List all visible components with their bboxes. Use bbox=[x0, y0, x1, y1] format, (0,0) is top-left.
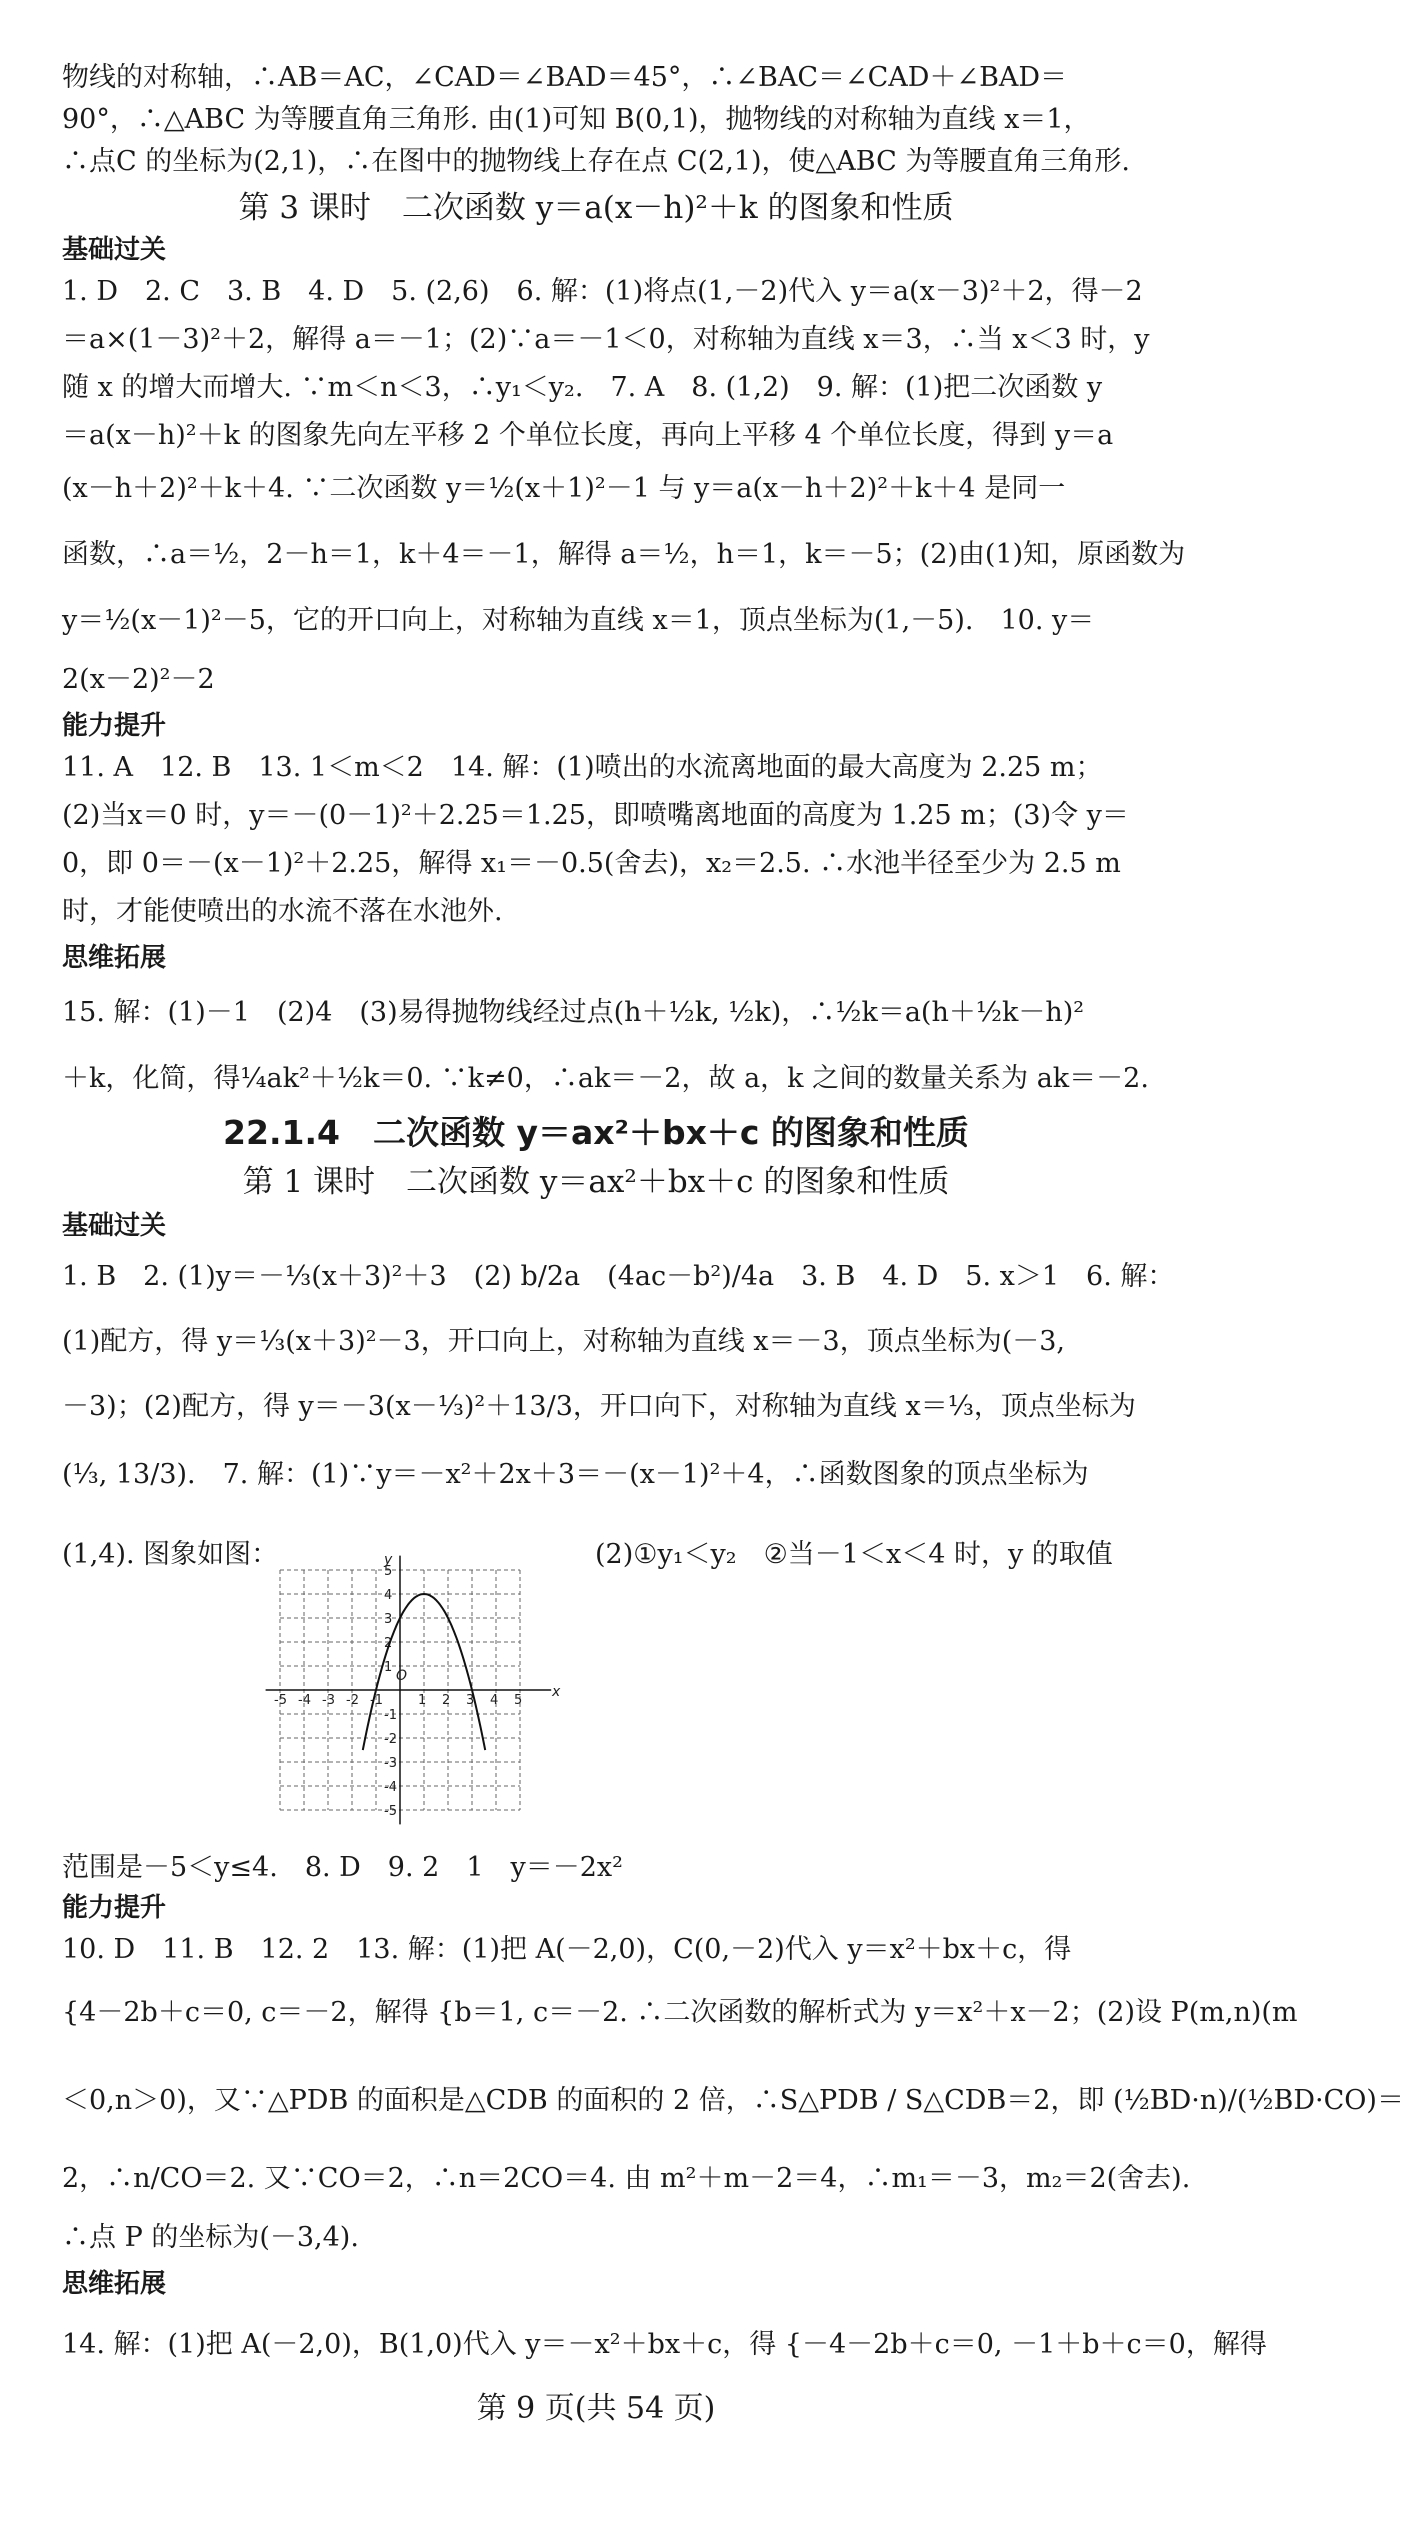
section-label-basic: 基础过关 bbox=[62, 1211, 167, 1241]
text-line: 14. 解：(1)把 A(－2,0)，B(1,0)代入 y＝－x²＋bx＋c，得 {－4－2b＋c＝0, －1＋b＋c＝0，解得 bbox=[62, 2329, 1267, 2360]
y-tick-label: 1 bbox=[384, 1660, 393, 1675]
x-tick-label: -3 bbox=[322, 1693, 335, 1708]
text-line: 11. A 12. B 13. 1＜m＜2 14. 解：(1)喷出的水流离地面的最大高度为 2.25 m； bbox=[62, 752, 1103, 783]
x-tick-label: -2 bbox=[346, 1693, 359, 1708]
text-line: 范围是－5＜y≤4. 8. D 9. 2 1 y＝－2x² bbox=[62, 1852, 623, 1883]
text-line: 90°，∴△ABC 为等腰直角三角形. 由(1)可知 B(0,1)，抛物线的对称轴为直线 x＝1， bbox=[62, 104, 1091, 135]
page-footer: 第 9 页(共 54 页) bbox=[476, 2391, 716, 2426]
text-line: (⅓, 13/3). 7. 解：(1)∵y＝－x²＋2x＋3＝－(x－1)²＋4，∴函数图象的顶点坐标为 bbox=[62, 1459, 1089, 1490]
text-line: 15. 解：(1)－1 (2)4 (3)易得抛物线经过点(h＋½k, ½k)，∴½k＝a(h＋½k－h)² bbox=[62, 997, 1085, 1028]
x-tick-label: -1 bbox=[370, 1693, 383, 1708]
text-line: 0，即 0＝－(x－1)²＋2.25，解得 x₁＝－0.5(舍去)，x₂＝2.5. ∴水池半径至少为 2.5 m bbox=[62, 848, 1121, 879]
section-title: 22.1.4 二次函数 y＝ax²＋bx＋c 的图象和性质 bbox=[223, 1113, 969, 1152]
text-line: (1)配方，得 y＝⅓(x＋3)²－3，开口向上，对称轴为直线 x＝－3，顶点坐标为(－3, bbox=[62, 1326, 1066, 1357]
text-line: ＝a×(1－3)²＋2，解得 a＝－1；(2)∵a＝－1＜0，对称轴为直线 x＝3，∴当 x＜3 时，y bbox=[62, 324, 1150, 355]
text-line: ∴点 P 的坐标为(－3,4). bbox=[62, 2222, 359, 2253]
text-line: y＝½(x－1)²－5，它的开口向上，对称轴为直线 x＝1，顶点坐标为(1,－5). 10. y＝ bbox=[62, 605, 1095, 636]
y-tick-label: -1 bbox=[384, 1708, 397, 1723]
text-line: ＋k，化简，得¼ak²＋½k＝0. ∵k≠0，∴ak＝－2，故 a，k 之间的数量关系为 ak＝－2. bbox=[62, 1063, 1149, 1094]
origin-label: O bbox=[396, 1668, 408, 1684]
x-tick-label: 4 bbox=[490, 1693, 499, 1708]
text-line: 2，∴n/CO＝2. 又∵CO＝2，∴n＝2CO＝4. 由 m²＋m－2＝4，∴m₁＝－3，m₂＝2(舍去). bbox=[62, 2163, 1191, 2194]
x-tick-label: -5 bbox=[274, 1693, 287, 1708]
x-tick-label: -4 bbox=[298, 1693, 311, 1708]
section-label-basic: 基础过关 bbox=[62, 235, 167, 265]
text-line: (2)当x＝0 时，y＝－(0－1)²＋2.25＝1.25，即喷嘴离地面的高度为 1.25 m；(3)令 y＝ bbox=[62, 800, 1129, 831]
section-label-ability: 能力提升 bbox=[62, 1893, 167, 1923]
text-line: {4－2b＋c＝0, c＝－2，解得 {b＝1, c＝－2. ∴二次函数的解析式为 y＝x²＋x－2；(2)设 P(m,n)(m bbox=[62, 1997, 1298, 2028]
parabola-graph bbox=[270, 1550, 570, 1830]
y-tick-label: 2 bbox=[384, 1636, 393, 1651]
graph-ticks bbox=[274, 1564, 522, 1819]
text-line: 函数，∴a＝½，2－h＝1，k＋4＝－1，解得 a＝½，h＝1，k＝－5；(2)由(1)知，原函数为 bbox=[62, 539, 1186, 570]
text-line: (2)①y₁＜y₂ ②当－1＜x＜4 时，y 的取值 bbox=[595, 1539, 1113, 1570]
x-axis-label: x bbox=[552, 1684, 561, 1700]
section-label-ability: 能力提升 bbox=[62, 711, 167, 741]
text-line: 随 x 的增大而增大. ∵m＜n＜3，∴y₁＜y₂. 7. A 8. (1,2) 9. 解：(1)把二次函数 y bbox=[62, 372, 1103, 403]
y-tick-label: -5 bbox=[384, 1804, 397, 1819]
lesson-title: 第 1 课时 二次函数 y＝ax²＋bx＋c 的图象和性质 bbox=[242, 1164, 950, 1200]
y-axis-label: y bbox=[384, 1552, 393, 1568]
text-line: 1. B 2. (1)y＝－⅓(x＋3)²＋3 (2) b/2a (4ac－b²)/4a 3. B 4. D 5. x＞1 6. 解： bbox=[62, 1261, 1175, 1292]
y-tick-label: -2 bbox=[384, 1732, 397, 1747]
text-line: (1,4). 图象如图： bbox=[62, 1539, 279, 1570]
text-line: 物线的对称轴，∴AB＝AC，∠CAD＝∠BAD＝45°，∴∠BAC＝∠CAD＋∠BAD＝ bbox=[62, 62, 1068, 93]
text-line: 2(x－2)²－2 bbox=[62, 664, 215, 695]
text-line: －3)；(2)配方，得 y＝－3(x－⅓)²＋13/3，开口向下，对称轴为直线 x＝⅓，顶点坐标为 bbox=[62, 1391, 1136, 1422]
y-tick-label: 4 bbox=[384, 1588, 393, 1603]
y-tick-label: 3 bbox=[384, 1612, 393, 1627]
x-tick-label: 5 bbox=[514, 1693, 523, 1708]
graph-axes bbox=[266, 1556, 552, 1825]
y-tick-label: -4 bbox=[384, 1780, 397, 1795]
text-line: (x－h＋2)²＋k＋4. ∵二次函数 y＝½(x＋1)²－1 与 y＝a(x－h＋2)²＋k＋4 是同一 bbox=[62, 473, 1066, 504]
section-label-thinking: 思维拓展 bbox=[62, 943, 167, 973]
y-tick-label: -3 bbox=[384, 1756, 397, 1771]
text-line: 10. D 11. B 12. 2 13. 解：(1)把 A(－2,0)，C(0,－2)代入 y＝x²＋bx＋c，得 bbox=[62, 1934, 1072, 1965]
x-tick-label: 2 bbox=[442, 1693, 451, 1708]
y-tick-label: 5 bbox=[384, 1564, 393, 1579]
x-tick-label: 3 bbox=[466, 1693, 475, 1708]
text-line: 时，才能使喷出的水流不落在水池外. bbox=[62, 896, 503, 927]
text-line: ∴点C 的坐标为(2,1)，∴在图中的抛物线上存在点 C(2,1)，使△ABC 为等腰直角三角形. bbox=[62, 146, 1130, 177]
x-tick-label: 1 bbox=[418, 1693, 427, 1708]
text-line: ＜0,n＞0)，又∵△PDB 的面积是△CDB 的面积的 2 倍，∴S△PDB / S△CDB＝2，即 (½BD·n)/(½BD·CO)＝ bbox=[62, 2085, 1404, 2116]
section-label-thinking: 思维拓展 bbox=[62, 2269, 167, 2299]
text-line: ＝a(x－h)²＋k 的图象先向左平移 2 个单位长度，再向上平移 4 个单位长度，得到 y＝a bbox=[62, 420, 1114, 451]
lesson-title: 第 3 课时 二次函数 y＝a(x－h)²＋k 的图象和性质 bbox=[238, 190, 954, 226]
text-line: 1. D 2. C 3. B 4. D 5. (2,6) 6. 解：(1)将点(1,－2)代入 y＝a(x－3)²＋2，得－2 bbox=[62, 276, 1143, 307]
